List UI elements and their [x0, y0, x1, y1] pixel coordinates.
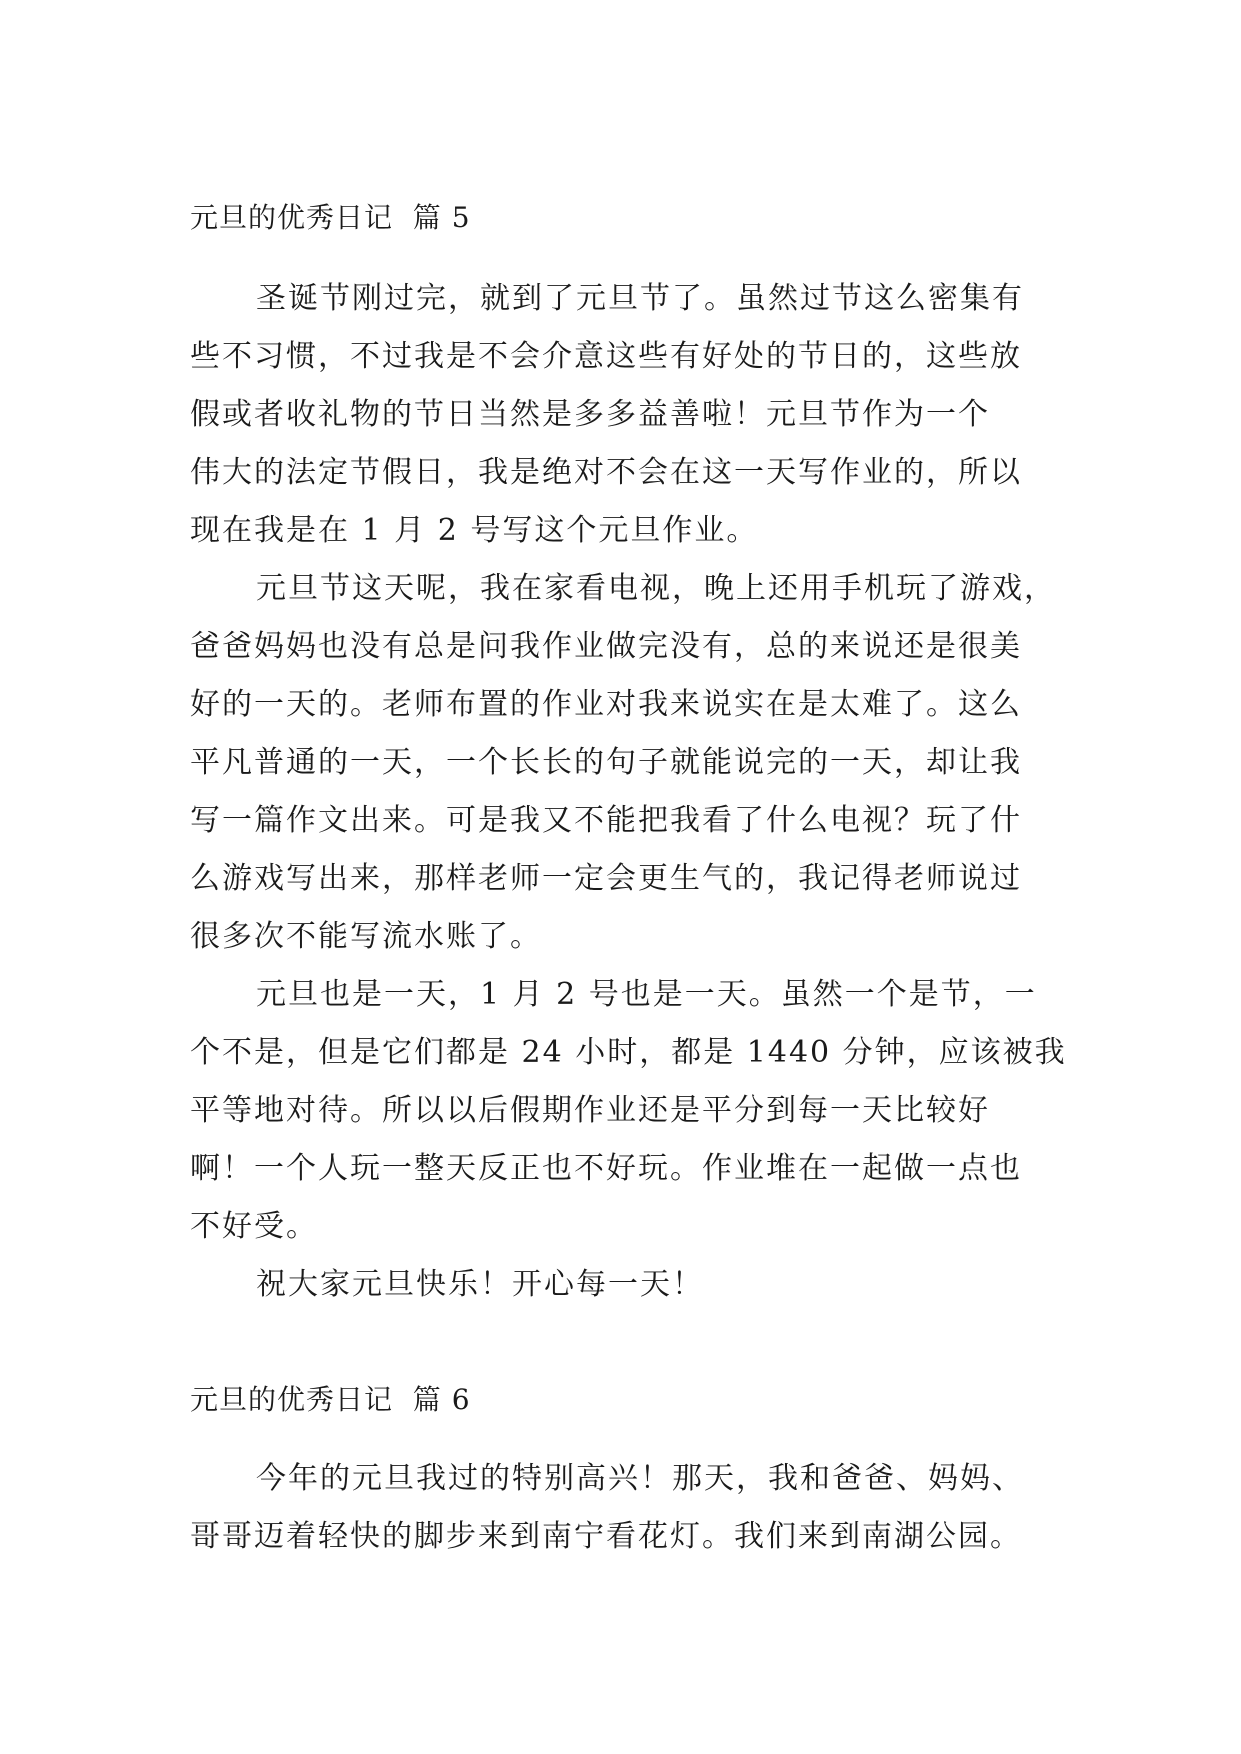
text-line: 平凡普通的一天，一个长长的句子就能说完的一天，却让我	[190, 745, 1022, 780]
text-line: 圣诞节刚过完，就到了元旦节了。虽然过节这么密集有	[256, 281, 1024, 316]
text-line: 写一篇作文出来。可是我又不能把我看了什么电视？玩了什	[190, 803, 1022, 838]
text-line: 很多次不能写流水账了。	[190, 919, 542, 954]
text-line: 么游戏写出来，那样老师一定会更生气的，我记得老师说过	[190, 861, 1022, 896]
text-line: 元旦也是一天，1 月 2 号也是一天。虽然一个是节，一	[256, 977, 1037, 1012]
text-line: 好的一天的。老师布置的作业对我来说实在是太难了。这么	[190, 687, 1022, 722]
text-line: 平等地对待。所以以后假期作业还是平分到每一天比较好	[190, 1093, 990, 1128]
text-line: 不好受。	[190, 1209, 318, 1244]
section-body	[190, 270, 1067, 1314]
text-line: 些不习惯，不过我是不会介意这些有好处的节日的，这些放	[190, 339, 1022, 374]
text-line: 元旦节这天呢，我在家看电视，晚上还用手机玩了游戏，	[256, 571, 1056, 606]
text-line: 哥哥迈着轻快的脚步来到南宁看花灯。我们来到南湖公园。	[190, 1519, 1022, 1554]
text-line: 伟大的法定节假日，我是绝对不会在这一天写作业的，所以	[190, 455, 1022, 490]
section-body	[190, 1450, 1060, 1566]
text-line: 爸爸妈妈也没有总是问我作业做完没有，总的来说还是很美	[190, 629, 1022, 664]
text-line: 祝大家元旦快乐！开心每一天！	[256, 1267, 704, 1302]
text-line: 现在我是在 1 月 2 号写这个元旦作业。	[190, 513, 759, 548]
text-line: 今年的元旦我过的特别高兴！那天，我和爸爸、妈妈、	[256, 1461, 1024, 1496]
text-line: 假或者收礼物的节日当然是多多益善啦！元旦节作为一个	[190, 397, 990, 432]
text-line: 个不是，但是它们都是 24 小时，都是 1440 分钟，应该被我	[190, 1035, 1067, 1070]
section-heading: 元旦的优秀日记 篇 6	[190, 1383, 471, 1416]
text-line: 啊！一个人玩一整天反正也不好玩。作业堆在一起做一点也	[190, 1151, 1022, 1186]
section-heading: 元旦的优秀日记 篇 5	[190, 201, 471, 234]
